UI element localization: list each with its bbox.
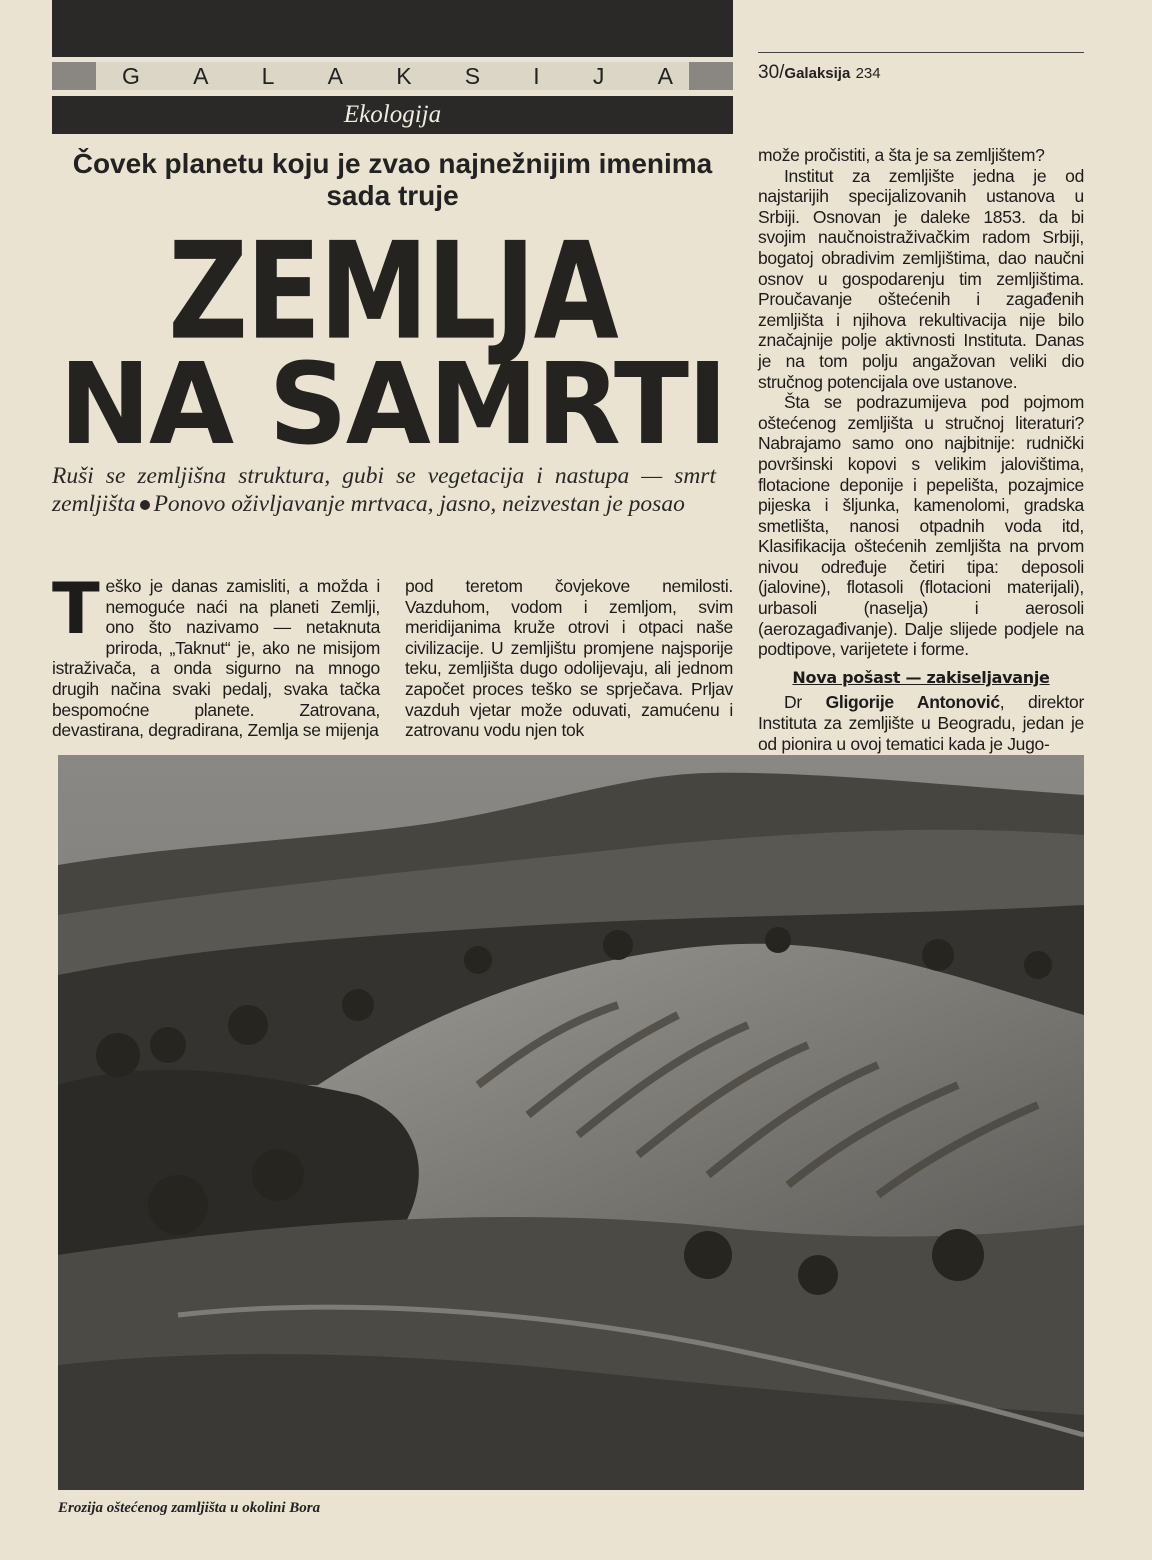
column-3-paragraph-1: može pročistiti, a šta je sa zemljištem? (758, 145, 1045, 165)
masthead-letter: K (396, 62, 412, 89)
masthead-letter: A (327, 62, 343, 89)
p4-post: , direktor Instituta za zemljište u Beogradu, jedan je od pionira u ovoj tematici kada je Jugo- (758, 692, 1084, 754)
masthead-letter: G (122, 62, 140, 89)
photo-caption: Erozija oštećenog zamljišta u okolini Bora (58, 1500, 321, 1516)
issue-number: 234 (855, 65, 881, 82)
page-number (758, 62, 881, 84)
column-3-paragraph-4 (758, 692, 1084, 754)
column-3-paragraph-3: Šta se podrazumijeva pod pojmom oštećenog zemljišta u stručnoj literaturi? Nabrajamo samo ono najbitnije: rudnički površinski kopovi s velikim jalovištima, flotacione deponije i pepelišta, pozajmice pijeska i šljunka, kamenolomi, gradska smetlišta, nanosi otpadnih voda itd, Klasifikacija oštećenih zemljišta na prvom nivou određuje četiri tipa: deposoli (jalovine), flotasoli (flotacioni materijali), urbasoli (naselja) i aerosoli (aerozagađivanje). Dalje slijede podjele na podtipove, varijetete i forme. (758, 392, 1084, 660)
publication-name: Galaksija (784, 65, 851, 82)
article-deck (52, 462, 716, 518)
p4-pre: Dr (784, 692, 826, 713)
column-2-text: pod teretom čovjekove nemilosti. Vazduhom, vodom i zemljom, svim meridijanima kruže otrovi i otpaci naše civilizacije. U zemljištu promjene najsporije teku, zemljišta dugo odolijevaju, ali jednom započet proces teško se sprječava. Prljav vazduh vjetar može oduvati, zamućenu i zatrovanu vodu njen tok (405, 576, 733, 741)
body-column-2 (405, 576, 733, 741)
deck-part-1: Ruši se zemljišna struktura, gubi se vegetacija i nastupa — smrt zemljišta (52, 463, 716, 517)
column-3-paragraph-2: Institut za zemljište jedna je od najstarijih specijalizovanih ustanova u Srbiji. Osnovan je daleke 1853. da bi svojim naučnoistraživačkim radom Srbiji, bogatoj obradivim zemljištima, dao naučni osnov u gospodarenju tim zemljištima. Proučavanje oštećenih i zagađenih zemljišta i njihova rekultivacija nije bilo značajnije polje aktivnosti Instituta. Danas je na tom polju angažovan veliki dio stručnog potencijala ove ustanove. (758, 165, 1084, 392)
column-1-text: eško je danas zamisliti, a možda i nemoguće naći na planeti Zemlji, ono što nazivamo — netaknuta priroda, „Taknut“ je, ako ne misijom istraživača, a onda sigurno na mnogo drugih načina svaki pedalj, svaka tačka bespomoćne planete. Zatrovana, devastirana, degradirana, Zemlja se mijenja (52, 576, 380, 741)
headline-line-2: NA SAMRTI (58, 339, 727, 470)
headline-line-1: ZEMLJA (168, 213, 617, 370)
body-column-3 (758, 145, 1084, 754)
person-name: Gligorije Antonović (825, 692, 1000, 713)
bullet-icon (140, 500, 150, 510)
masthead-letter: I (533, 62, 540, 89)
drop-cap: T (52, 568, 100, 650)
page-number-value: 30/ (758, 62, 785, 83)
header-dark-band (52, 0, 733, 57)
masthead-letter: A (657, 62, 673, 89)
deck-part-2: Ponovo oživljavanje mrtvaca, jasno, neizvestan je posao (153, 491, 685, 517)
article-subhead: Čovek planetu koju je zvao najnežnijim imenima sada truje (72, 148, 713, 211)
section-subtitle: Nova pošast — zakiseljavanje (792, 667, 1050, 687)
masthead-letter: L (261, 62, 275, 89)
masthead-letter: J (592, 62, 605, 89)
landscape-image (58, 755, 1084, 1490)
erosion-photo (58, 755, 1084, 1490)
masthead-left-cap (52, 62, 96, 90)
masthead-right-cap (689, 62, 733, 90)
masthead-letters (122, 62, 673, 90)
body-column-1 (52, 568, 380, 741)
masthead-letter: S (464, 62, 481, 89)
header-rule (758, 52, 1084, 53)
masthead-bar (52, 62, 733, 90)
section-label: Ekologija (52, 96, 733, 134)
masthead-letter: A (193, 62, 209, 89)
